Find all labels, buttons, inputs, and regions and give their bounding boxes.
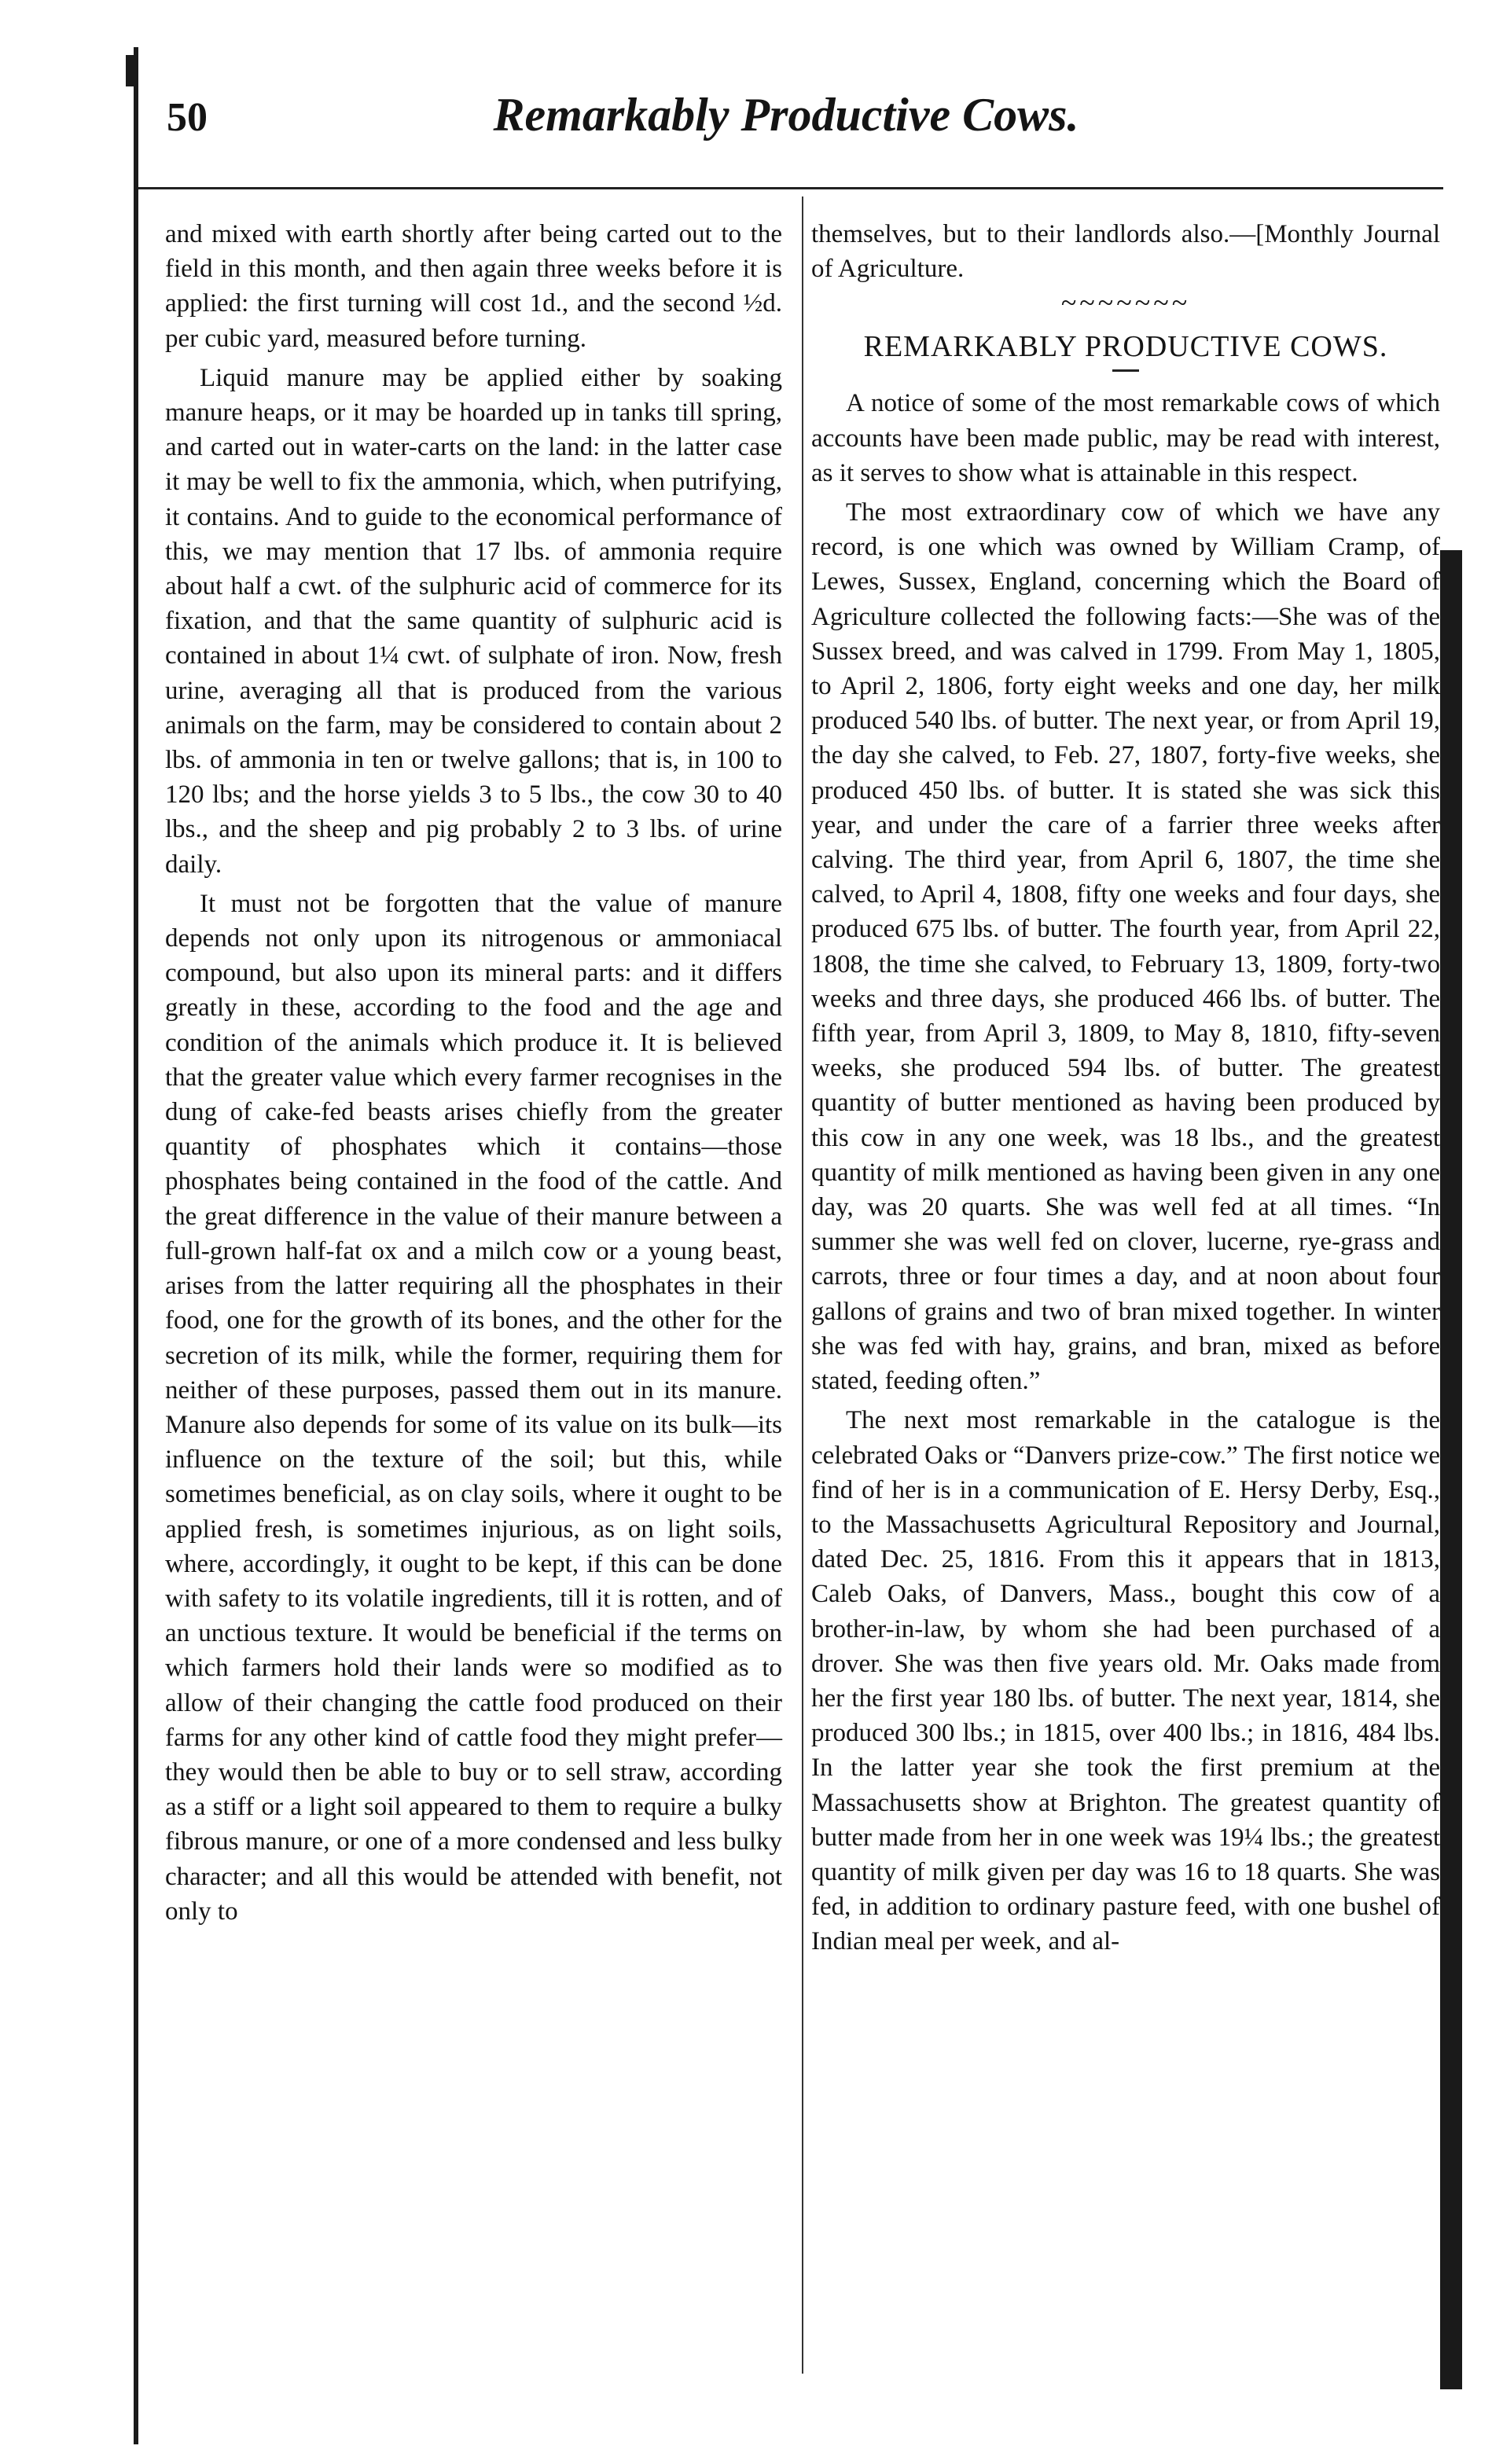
right-column <box>811 217 1440 1964</box>
running-head: Remarkably Productive Cows. <box>493 89 1079 141</box>
right-paragraph-4: The next most remarkable in the catalogue is the celebrated Oaks or “Danvers prize-cow.” The first notice we find of her is in a communication of E. Hersy Derby, Esq., to the Massachusetts Agricultural Repository and Journal, dated Dec. 25, 1816. From this it appears that in 1813, Caleb Oaks, of Danvers, Mass., bought this cow of a brother-in-law, by whom she had been purchased of a drover. She was then five years old. Mr. Oaks made from her the first year 180 lbs. of butter. The next year, 1814, she produced 300 lbs.; in 1815, over 400 lbs.; in 1816, 484 lbs. In the latter year she took the first premium at the Massachusetts show at Brighton. The greatest quantity of butter made from her in one week was 19¼ lbs.; the greatest quantity of milk given per day was 16 to 18 quarts. She was fed, in addition to ordinary pasture feed, with one bushel of Indian meal per week, and al- <box>811 1406 1440 1956</box>
right-paragraph-1: themselves, but to their landlords also.—[Monthly Journal of Agriculture. <box>811 220 1440 284</box>
section-ornament: ~~~~~~~ <box>1060 287 1191 319</box>
page-right-edge <box>1440 550 1462 2389</box>
header-rule <box>138 187 1443 189</box>
page-left-edge <box>134 47 138 2444</box>
left-paragraph-2: Liquid manure may be applied either by soaking manure heaps, or it may be hoarded up in tanks till spring, and carted out in water-carts on the land: in the latter case it may be well to fix the ammonia, which, when putrifying, it contains. And to guide to the economical performance of this, we may mention that 17 lbs. of ammonia require about half a cwt. of the sulphuric acid of commerce for its fixation, and that the same quantity of sulphuric acid is contained in about 1¼ cwt. of sulphate of iron. Now, fresh urine, averaging all that is produced from the various animals on the farm, may be considered to contain about 2 lbs. of ammonia in ten or twelve gallons; that is, in 100 to 120 lbs; and the horse yields 3 to 5 lbs., the cow 30 to 40 lbs., and the sheep and pig probably 2 to 3 lbs. of urine daily. <box>165 363 782 879</box>
column-divider <box>802 196 803 2374</box>
left-paragraph-3: It must not be forgotten that the value of manure depends not only upon its nitrogenous or ammoniacal compound, but also upon its mineral parts: and it differs greatly in these, according to the food and the age and condition of the animals which produce it. It is believed that the greater value which every farmer recognises in the dung of cake-fed beasts arises chiefly from the greater quantity of phosphates which it contains—those phosphates being contained in the food of the cattle. And the great difference in the value of their manure between a full-grown half-fat ox and a milch cow or a young beast, arises from the latter requiring all the phosphates in their food, one for the growth of its bones, and the other for the secretion of its milk, while the former, requiring them for neither of these purposes, passed them out in its manure. Manure also depends for some of its value on its bulk—its influence on the texture of the soil; but this, while sometimes beneficial, as on clay soils, where it ought to be applied fresh, is sometimes injurious, as on light soils, where, accordingly, it ought to be kept, if this can be done with safety to its volatile ingredients, till it is rotten, and of an unctious texture. It would be beneficial if the terms on which farmers hold their lands were so modified as to allow of their changing the cattle food produced on their farms for any other kind of cattle food they might prefer—they would then be able to buy or to sell straw, according as a stiff or a light soil appeared to them to require a bulky fibrous manure, or one of a more condensed and less bulky character; and all this would be attended with benefit, not only to <box>165 889 782 1926</box>
right-paragraph-3: The most extraordinary cow of which we have any record, is one which was owned by William Cramp, of Lewes, Sussex, England, concerning which the Board of Agriculture collected the following facts:—She was of the Sussex breed, and was calved in 1799. From May 1, 1805, to April 2, 1806, forty eight weeks and one day, her milk produced 540 lbs. of butter. The next year, or from April 19, the day she calved, to Feb. 27, 1807, forty-five weeks, she produced 450 lbs. of butter. It is stated she was sick this year, and under the care of a farrier three weeks after calving. The third year, from April 6, 1807, the time she calved, to April 4, 1808, fifty one weeks and four days, she produced 675 lbs. of butter. The fourth year, from April 22, 1808, the time she calved, to February 13, 1809, forty-two weeks and three days, she produced 466 lbs. of butter. The fifth year, from April 3, 1809, to May 8, 1810, fifty-seven weeks, she produced 594 lbs. of butter. The greatest quantity of butter mentioned as having been produced by this cow in any one week, was 18 lbs., and the greatest quantity of milk mentioned as having been given in any one day, was 20 quarts. She was well fed at all times. “In summer she was well fed on clover, lucerne, rye-grass and carrots, three or four times a day, and at noon about four gallons of grains and two of bran mixed together. In winter she was fed with hay, grains, and bran, mixed as before stated, feeding often.” <box>811 498 1440 1396</box>
left-column <box>165 217 782 1933</box>
title-dash <box>1112 369 1139 372</box>
section-title: REMARKABLY PRODUCTIVE COWS. <box>863 330 1388 364</box>
left-paragraph-1: and mixed with earth shortly after being carted out to the field in this month, and then again three weeks before it is applied: the first turning will cost 1d., and the second ½d. per cubic yard, measured before turning. <box>165 220 782 353</box>
page-number: 50 <box>167 95 208 140</box>
right-paragraph-2: A notice of some of the most remarkable cows of which accounts have been made public, may be read with interest, as it serves to show what is attainable in this respect. <box>811 389 1440 487</box>
